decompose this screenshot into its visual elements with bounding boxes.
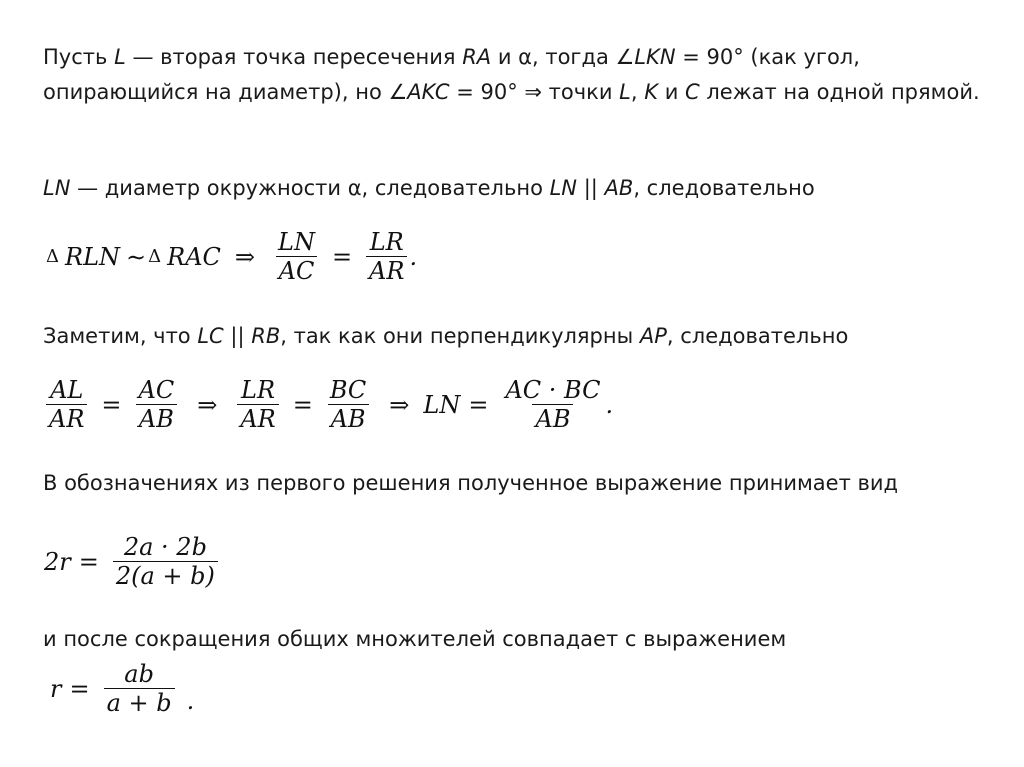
equals-sign: = [331, 242, 353, 271]
fraction-ln-ac: $\frac{LN}{AC}$ [275, 228, 318, 285]
triangle-rln: RLN [65, 242, 121, 271]
lhs-2r: 2r [44, 547, 71, 576]
period: . [186, 687, 195, 715]
fraction-bc-ab: $\frac{BC}{AB}$ [327, 376, 369, 433]
equals-sign: = [468, 390, 489, 419]
implies-arrow: ⇒ [234, 242, 255, 271]
triangle-rac: RAC [167, 242, 221, 271]
formula-r [50, 660, 194, 717]
formula-ratios [40, 376, 613, 433]
fraction-ab: $\frac{ab}{a + b}$ [104, 660, 175, 717]
implies-arrow: ⇒ [197, 390, 218, 419]
triangle-symbol: Δ [46, 246, 59, 267]
fraction-lr-ar: $\frac{LR}{AR}$ [366, 228, 407, 285]
paragraph-angle-proof: Пусть L — вторая точка пересечения RA и α, тогда ∠LKN = 90° (как угол, опирающийся на диаметр), но ∠AKC = 90° ⇒ точки L, K и C лежат на одной прямой. [43, 45, 980, 104]
formula-similarity [46, 228, 417, 285]
fraction-lr-ar: $\frac{LR}{AR}$ [237, 376, 278, 433]
formula-2r [44, 533, 224, 590]
paragraph-diameter: LN — диаметр окружности α, следовательно LN || AB, следовательно [43, 176, 815, 200]
equals-sign: = [69, 674, 90, 703]
paragraph-parallel: Заметим, что LC || RB, так как они перпендикулярны AP, следовательно [43, 324, 849, 348]
fraction-acbc-ab: $\frac{AC \cdot BC}{AB}$ [505, 376, 601, 433]
triangle-symbol: Δ [148, 246, 162, 267]
fraction-ac-ab: $\frac{AC}{AB}$ [136, 376, 178, 433]
equals-sign: = [101, 390, 122, 419]
implies-arrow: ⇒ [389, 390, 410, 419]
similar-symbol: ∼ [126, 242, 147, 271]
ln-term: LN [423, 390, 461, 419]
paragraph-notation: В обозначениях из первого решения полученное выражение принимает вид [43, 471, 899, 495]
equals-sign: = [292, 390, 313, 419]
period: . [605, 390, 614, 419]
paragraph-reduction: и после сокращения общих множителей совпадает с выражением [43, 627, 787, 651]
equals-sign: = [78, 547, 99, 576]
fraction-2a2b: $\frac{2a \cdot 2b}{2(a + b)}$ [113, 533, 218, 590]
period: . [409, 242, 418, 271]
fraction-al-ar: $\frac{AL}{AR}$ [46, 376, 87, 433]
lhs-r: r [50, 674, 62, 703]
